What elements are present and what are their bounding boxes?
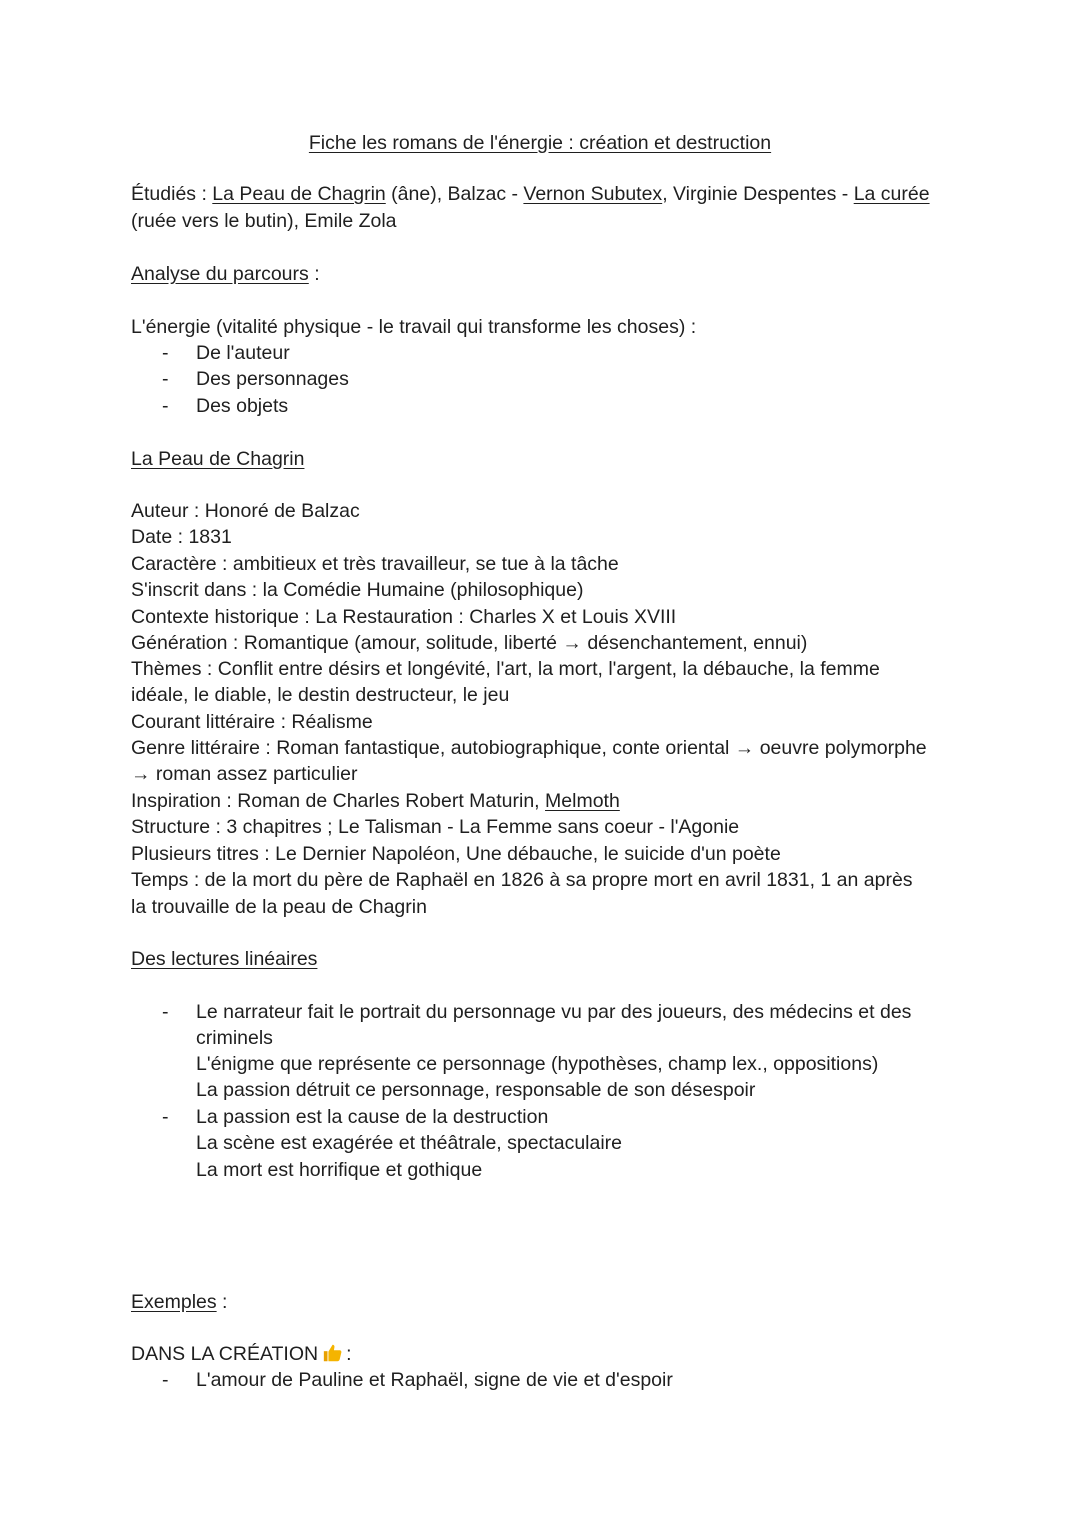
info-line: Contexte historique : La Restauration : Charles X et Louis XVIII xyxy=(131,606,677,628)
info-line: Courant littéraire : Réalisme xyxy=(131,711,373,733)
list-item: La scène est exagérée et théâtrale, spectaculaire xyxy=(196,1132,623,1154)
work-melmoth: Melmoth xyxy=(545,790,620,812)
studied-line: Étudiés : La Peau de Chagrin (âne), Balzac - Vernon Subutex, Virginie Despentes - La curée xyxy=(131,183,930,205)
studied-label: Étudiés : xyxy=(131,183,213,205)
info-line: idéale, le diable, le destin destructeur, le jeu xyxy=(131,684,510,706)
info-line: Structure : 3 chapitres ; Le Talisman - La Femme sans coeur - l'Agonie xyxy=(131,816,740,838)
work-la-curee: La curée xyxy=(853,183,930,205)
list-item: criminels xyxy=(196,1027,273,1049)
list-item: La passion détruit ce personnage, responsable de son désespoir xyxy=(196,1079,756,1101)
info-line: Auteur : Honoré de Balzac xyxy=(131,500,360,522)
bullet-dash: - xyxy=(162,1106,169,1128)
bullet-dash: - xyxy=(162,342,169,364)
info-line: Temps : de la mort du père de Raphaël en 1826 à sa propre mort en avril 1831, 1 an après xyxy=(131,869,913,891)
peau-heading: La Peau de Chagrin xyxy=(131,448,305,470)
page-title: Fiche les romans de l'énergie : création et destruction xyxy=(308,132,772,154)
info-line-inspiration: Inspiration : Roman de Charles Robert Maturin, Melmoth xyxy=(131,790,620,812)
analyse-heading: Analyse du parcours : xyxy=(131,263,320,285)
info-line: la trouvaille de la peau de Chagrin xyxy=(131,896,427,918)
list-item: De l'auteur xyxy=(196,342,290,364)
bullet-dash: - xyxy=(162,395,169,417)
work-peau-de-chagrin: La Peau de Chagrin xyxy=(212,183,386,205)
info-line: Genre littéraire : Roman fantastique, autobiographique, conte oriental → oeuvre polymorphe xyxy=(131,737,927,759)
list-item: Des objets xyxy=(196,395,289,417)
energie-intro: L'énergie (vitalité physique - le travail qui transforme les choses) : xyxy=(131,316,697,338)
thumbs-up-icon xyxy=(322,1342,344,1364)
info-line: Date : 1831 xyxy=(131,526,232,548)
studied-line-2: (ruée vers le butin), Emile Zola xyxy=(131,210,397,232)
info-line: Thèmes : Conflit entre désirs et longévité, l'art, la mort, l'argent, la débauche, la femme xyxy=(131,658,880,680)
info-line: Génération : Romantique (amour, solitude, liberté → désenchantement, ennui) xyxy=(131,632,808,654)
info-line: → roman assez particulier xyxy=(131,763,358,785)
bullet-dash: - xyxy=(162,1001,169,1023)
work-vernon-subutex: Vernon Subutex xyxy=(523,183,663,205)
list-item: La passion est la cause de la destruction xyxy=(196,1106,549,1128)
info-line: Plusieurs titres : Le Dernier Napoléon, Une débauche, le suicide d'un poète xyxy=(131,843,781,865)
creation-line: DANS LA CRÉATION : xyxy=(131,1343,352,1365)
list-item: Des personnages xyxy=(196,368,349,390)
list-item: L'amour de Pauline et Raphaël, signe de vie et d'espoir xyxy=(196,1369,673,1391)
info-line: Caractère : ambitieux et très travailleur, se tue à la tâche xyxy=(131,553,619,575)
bullet-dash: - xyxy=(162,1369,169,1391)
exemples-heading: Exemples : xyxy=(131,1291,228,1313)
list-item: La mort est horrifique et gothique xyxy=(196,1159,483,1181)
lectures-heading: Des lectures linéaires xyxy=(131,948,318,970)
list-item: Le narrateur fait le portrait du personnage vu par des joueurs, des médecins et des xyxy=(196,1001,912,1023)
bullet-dash: - xyxy=(162,368,169,390)
info-line: S'inscrit dans : la Comédie Humaine (philosophique) xyxy=(131,579,584,601)
list-item: L'énigme que représente ce personnage (hypothèses, champ lex., oppositions) xyxy=(196,1053,879,1075)
